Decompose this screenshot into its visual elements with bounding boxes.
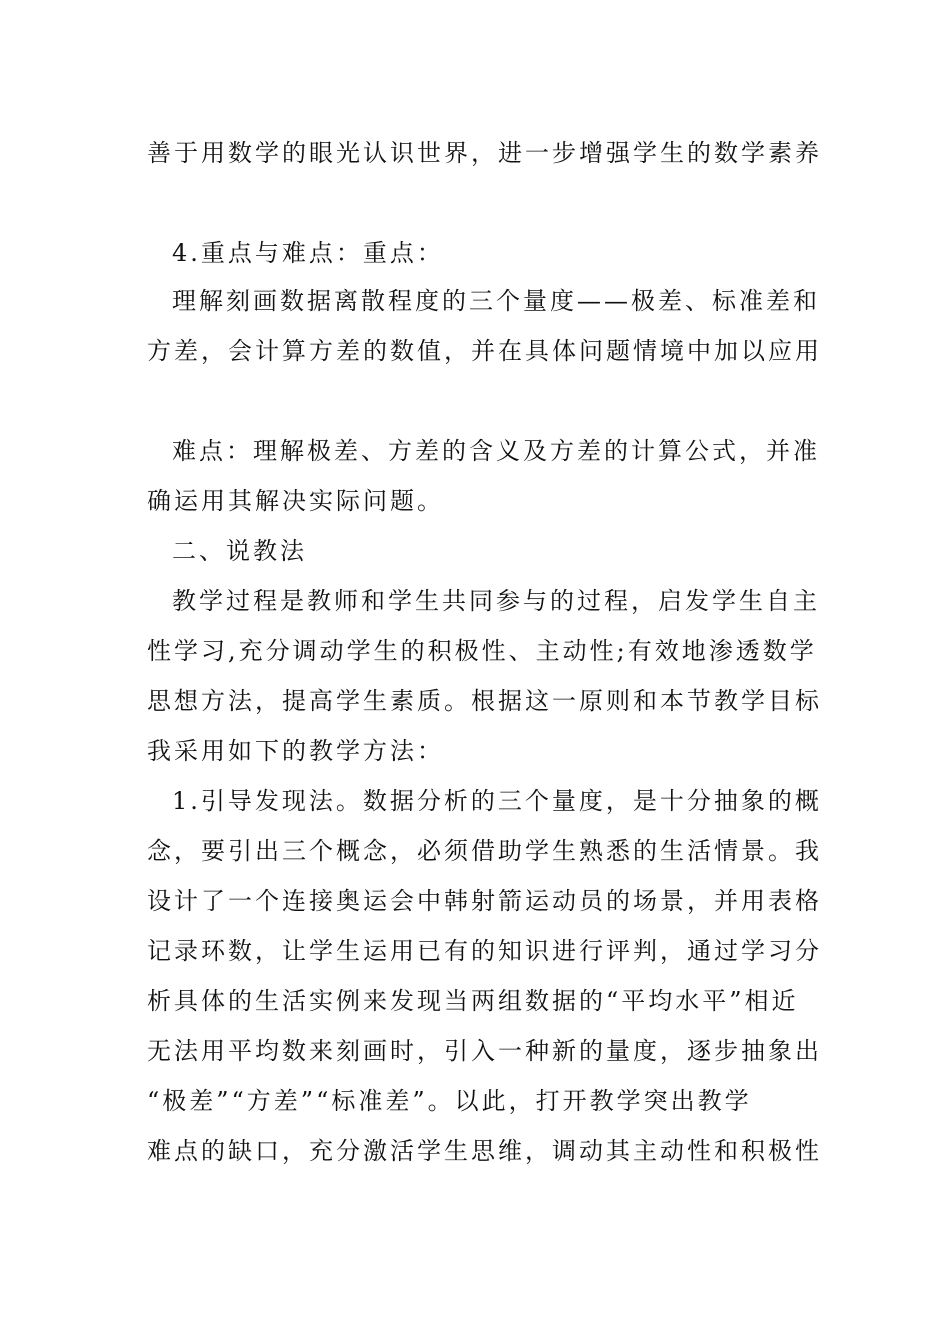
text-line-12: 1.引导发现法。数据分析的三个量度，是十分抽象的概 bbox=[172, 787, 822, 815]
text-line-5: 难点：理解极差、方差的含义及方差的计算公式，并准 bbox=[172, 437, 820, 465]
text-line-9: 性学习,充分调动学生的积极性、主动性;有效地渗透数学 bbox=[147, 637, 817, 665]
text-line-11: 我采用如下的教学方法： bbox=[147, 737, 444, 765]
text-line-18: “极差”“方差”“标准差”。以此，打开教学突出教学 bbox=[147, 1087, 752, 1115]
text-line-19: 难点的缺口，充分激活学生思维，调动其主动性和积极性 bbox=[147, 1137, 822, 1165]
text-line-17: 无法用平均数来刻画时，引入一种新的量度，逐步抽象出 bbox=[147, 1037, 822, 1065]
section-heading-key-points: 4.重点与难点：重点： bbox=[172, 239, 444, 267]
text-line-1: 善于用数学的眼光认识世界，进一步增强学生的数学素养 bbox=[147, 139, 822, 167]
text-line-16: 析具体的生活实例来发现当两组数据的“平均水平”相近 bbox=[147, 987, 799, 1015]
section-heading-teaching-method: 二、说教法 bbox=[172, 537, 307, 565]
text-line-4: 方差，会计算方差的数值，并在具体问题情境中加以应用 bbox=[147, 337, 822, 365]
text-line-10: 思想方法，提高学生素质。根据这一原则和本节教学目标 bbox=[147, 687, 822, 715]
text-line-13: 念，要引出三个概念，必须借助学生熟悉的生活情景。我 bbox=[147, 837, 822, 865]
text-line-15: 记录环数，让学生运用已有的知识进行评判，通过学习分 bbox=[147, 937, 822, 965]
text-line-14: 设计了一个连接奥运会中韩射箭运动员的场景，并用表格 bbox=[147, 887, 822, 915]
text-line-3: 理解刻画数据离散程度的三个量度——极差、标准差和 bbox=[172, 287, 820, 315]
text-line-6: 确运用其解决实际问题。 bbox=[147, 487, 444, 515]
text-line-8: 教学过程是教师和学生共同参与的过程，启发学生自主 bbox=[172, 587, 820, 615]
